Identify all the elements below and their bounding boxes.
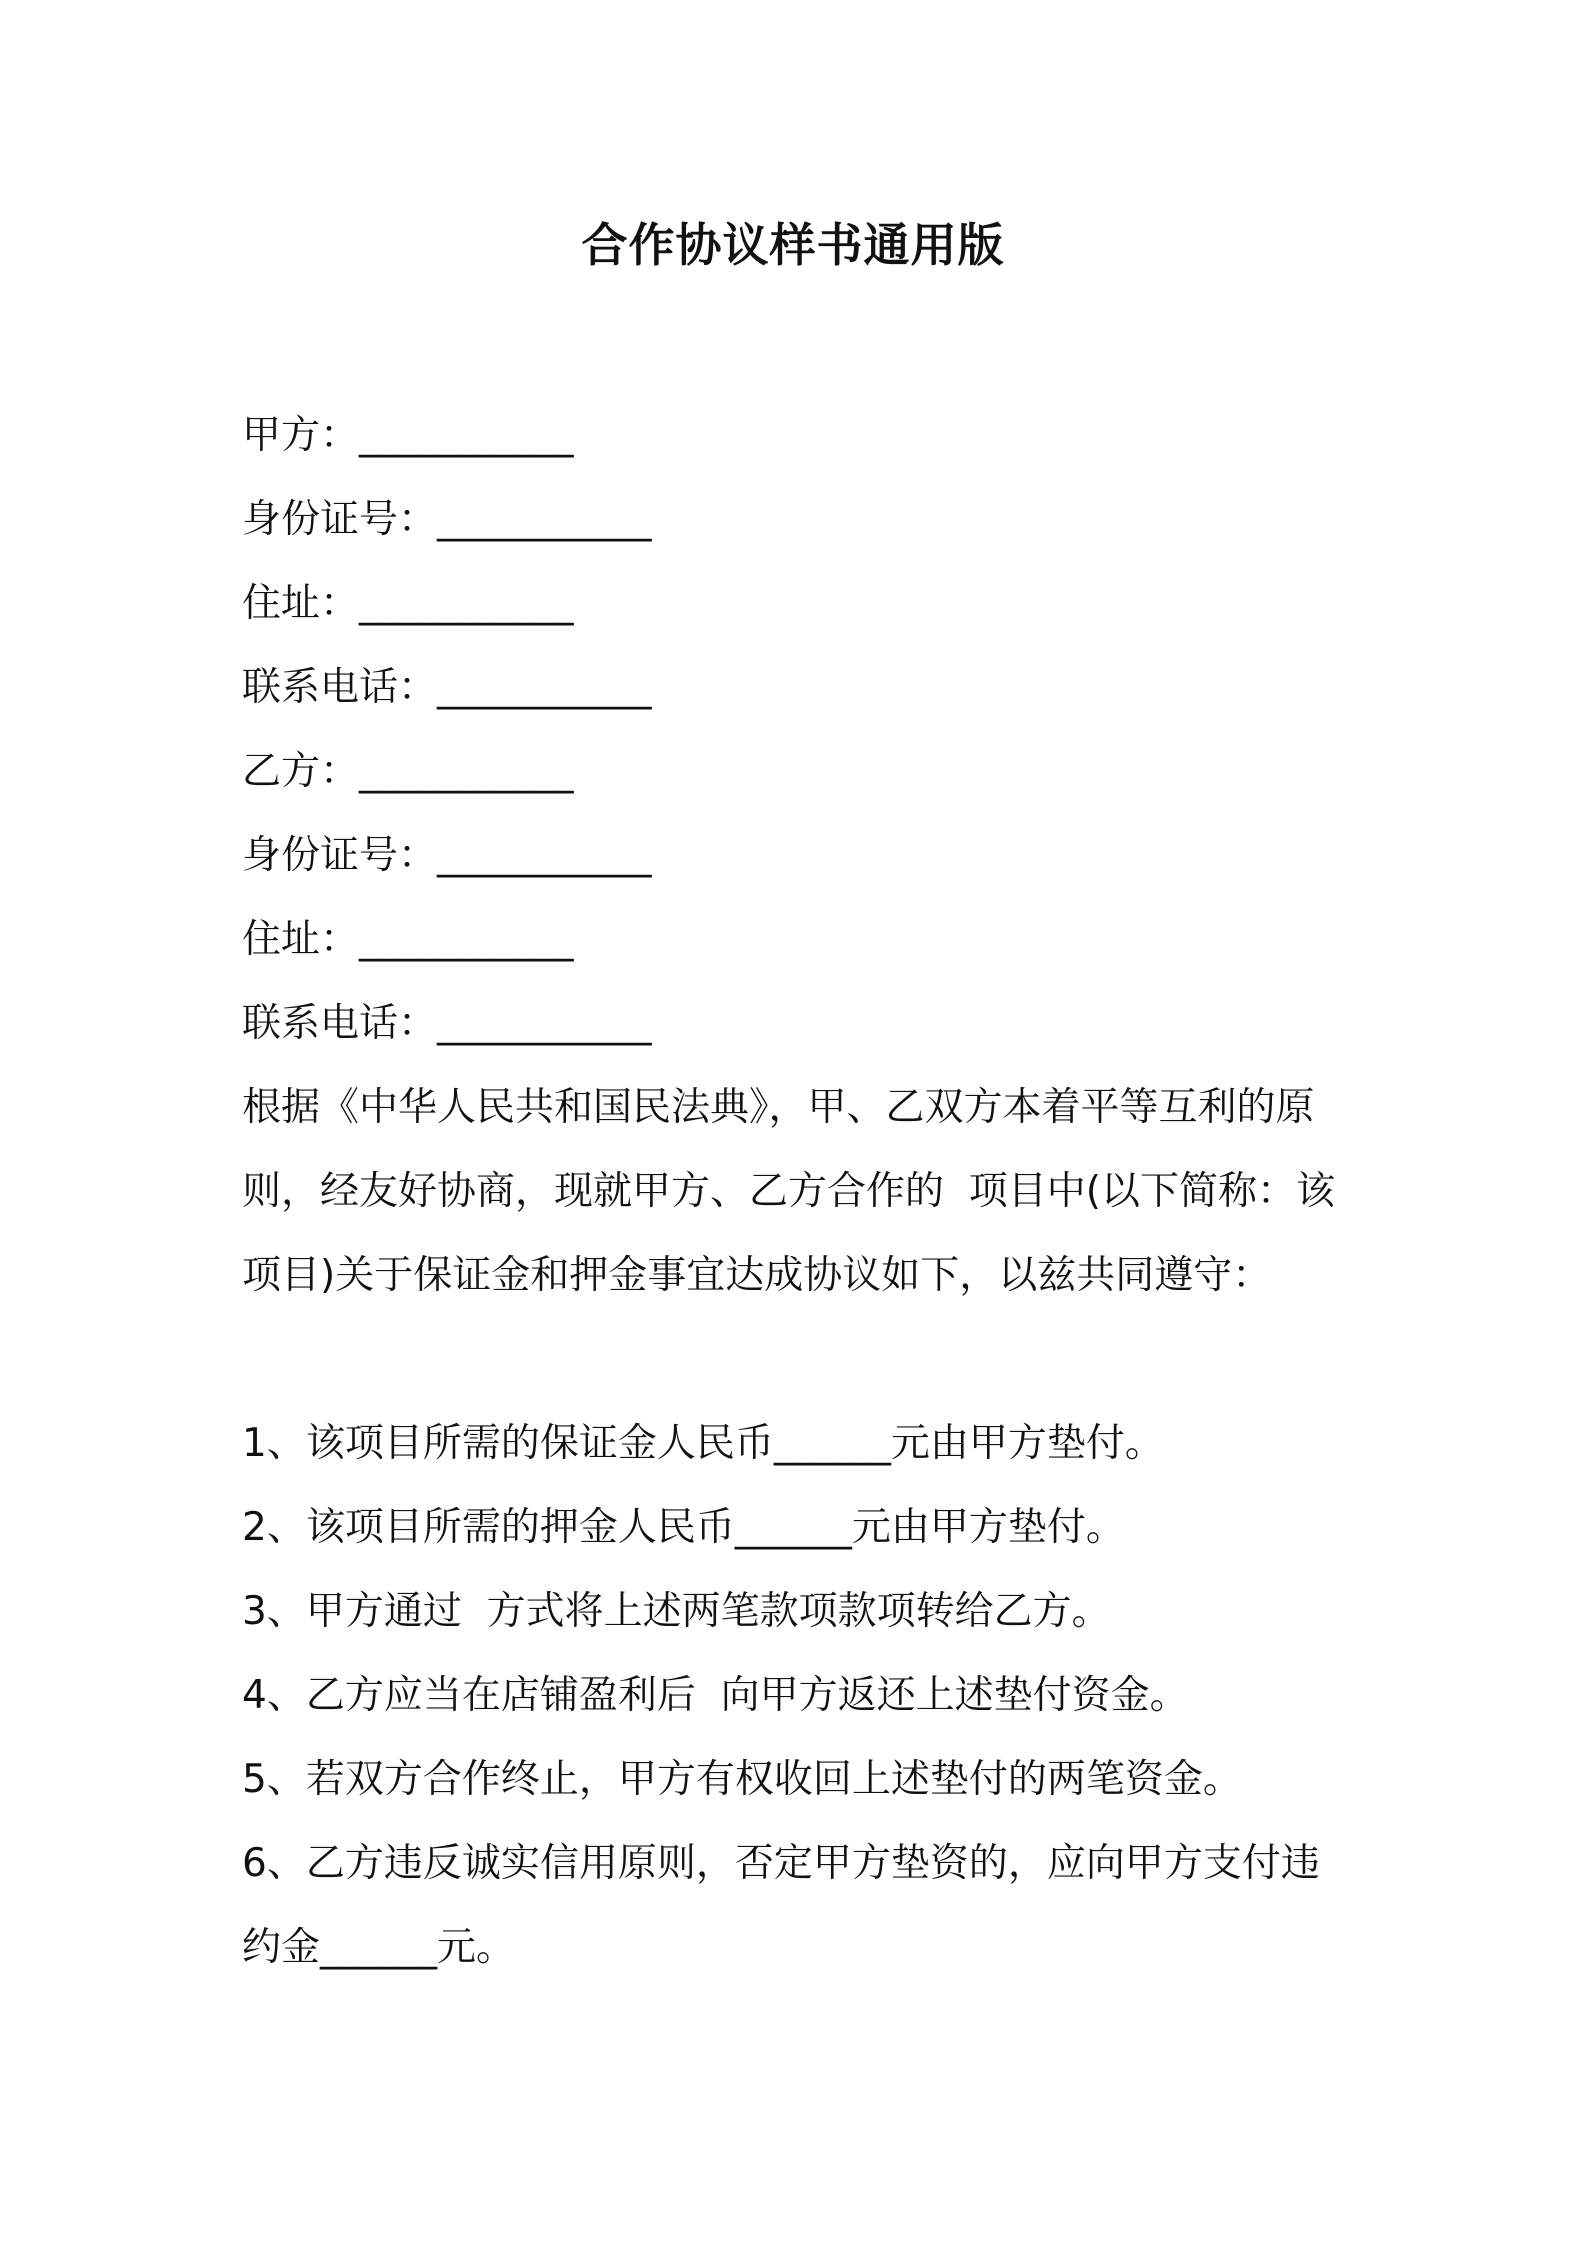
preamble-paragraph xyxy=(242,1066,1362,1318)
party-b-phone-field: 联系电话：___________ xyxy=(242,1001,652,1046)
clause-1: 1、该项目所需的保证金人民币______元由甲方垫付。 xyxy=(242,1421,1164,1466)
preamble-line: 根据《中华人民共和国民法典》，甲、乙双方本着平等互利的原 xyxy=(242,1085,1315,1130)
party-b-id-field: 身份证号：___________ xyxy=(242,833,652,878)
document-title: 合作协议样书通用版 xyxy=(581,218,1005,272)
preamble-line: 则，经友好协商，现就甲方、乙方合作的 项目中(以下简称：该 xyxy=(242,1169,1336,1214)
preamble-line: 项目)关于保证金和押金事宜达成协议如下，以兹共同遵守： xyxy=(242,1253,1272,1298)
clause-2: 2、该项目所需的押金人民币______元由甲方垫付。 xyxy=(242,1505,1125,1550)
party-a-name-field: 甲方：___________ xyxy=(242,413,574,458)
clause-5: 5、若双方合作终止，甲方有权收回上述垫付的两笔资金。 xyxy=(242,1757,1242,1802)
party-a-id-field: 身份证号：___________ xyxy=(242,497,652,542)
clause-3: 3、甲方通过 方式将上述两笔款项款项转给乙方。 xyxy=(242,1589,1111,1634)
clause-6-continuation: 约金______元。 xyxy=(242,1925,516,1970)
clause-4: 4、乙方应当在店铺盈利后 向甲方返还上述垫付资金。 xyxy=(242,1673,1189,1718)
clause-6: 6、乙方违反诚实信用原则，否定甲方垫资的，应向甲方支付违 xyxy=(242,1841,1320,1886)
party-a-address-field: 住址：___________ xyxy=(242,581,574,626)
party-a-phone-field: 联系电话：___________ xyxy=(242,665,652,710)
party-b-address-field: 住址：___________ xyxy=(242,917,574,962)
party-b-name-field: 乙方：___________ xyxy=(242,749,574,794)
